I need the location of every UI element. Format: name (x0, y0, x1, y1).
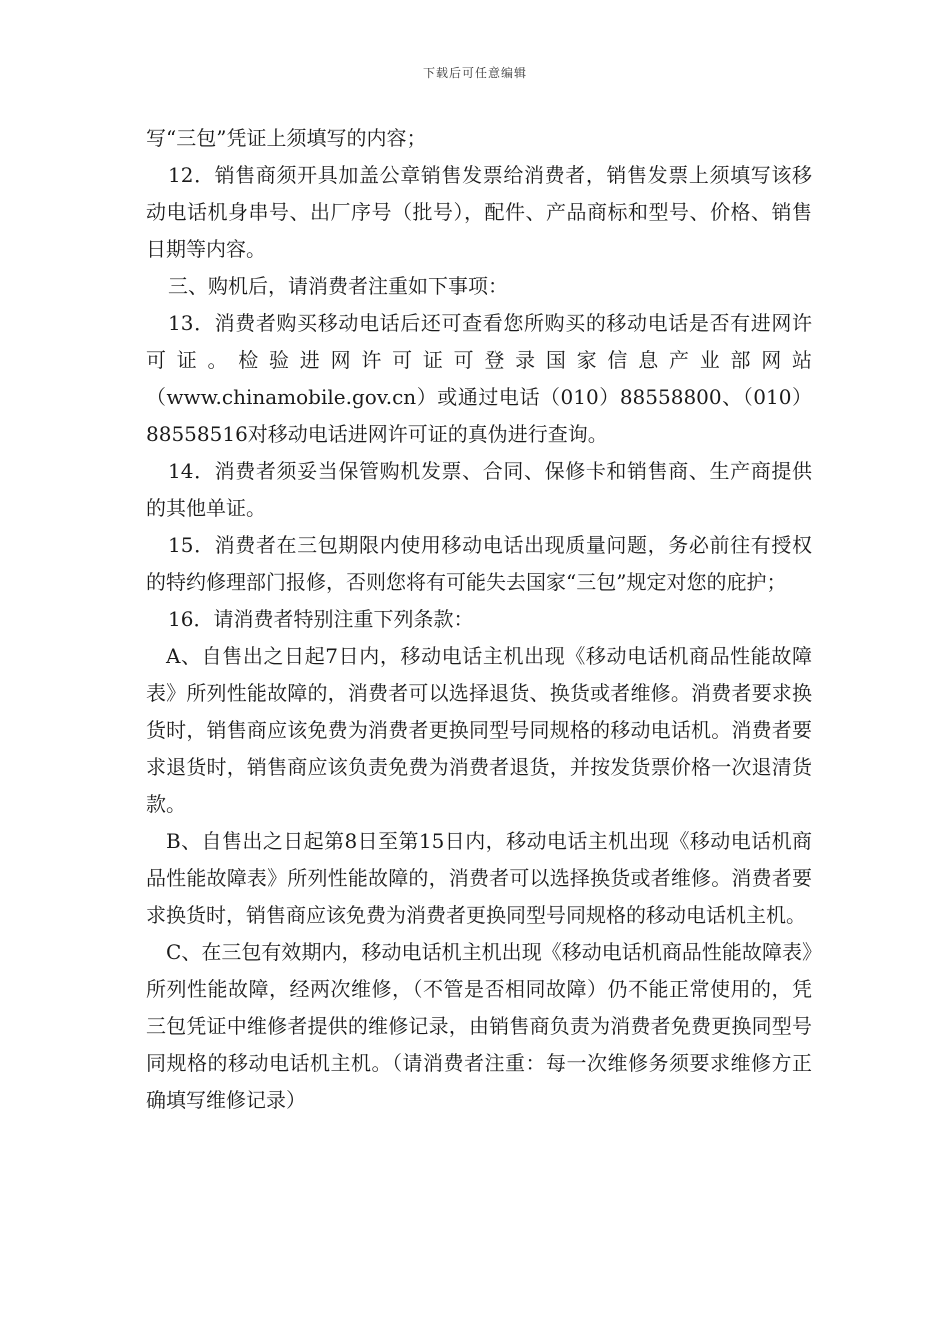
paragraph-8: A、自售出之日起7日内，移动电话主机出现《移动电话机商品性能故障表》所列性能故障的，消费者可以选择退货、换货或者维修。消费者要求换货时，销售商应该免费为消费者更换同型号同规格的移动电话机。消费者要求退货时，销售商应该负责免费为消费者退货，并按发货票价格一次退清货款。 (146, 644, 812, 816)
paragraph-4: 13．消费者购买移动电话后还可查看您所购买的移动电话是否有进网许可证。检验进网许可证可登录国家信息产业部网站（www.chinamobile.gov.cn）或通过电话（010）88558800、（010）88558516对移动电话进网许可证的真伪进行查询。 (146, 311, 812, 446)
paragraph-9: B、自售出之日起第8日至第15日内，移动电话主机出现《移动电话机商品性能故障表》所列性能故障的，消费者可以选择换货或者维修。消费者要求换货时，销售商应该免费为消费者更换同型号同规格的移动电话机主机。 (146, 829, 812, 927)
paragraph-10: C、在三包有效期内，移动电话机主机出现《移动电话机商品性能故障表》所列性能故障，经两次维修，（不管是否相同故障）仍不能正常使用的，凭三包凭证中维修者提供的维修记录，由销售商负责为消费者免费更换同型号同规格的移动电话机主机。（请消费者注重：每一次维修务须要求维修方正确填写维修记录） (146, 940, 812, 1112)
paragraph-2: 12．销售商须开具加盖公章销售发票给消费者，销售发票上须填写该移动电话机身串号、出厂序号（批号），配件、产品商标和型号、价格、销售日期等内容。 (146, 163, 812, 261)
paragraph-5: 14．消费者须妥当保管购机发票、合同、保修卡和销售商、生产商提供的其他单证。 (146, 459, 812, 520)
document-body (146, 120, 812, 1119)
paragraph-1: 写“三包”凭证上须填写的内容； (146, 126, 427, 150)
paragraph-7: 16．请消费者特别注重下列条款： (168, 607, 474, 631)
paragraph-3: 三、购机后，请消费者注重如下事项： (168, 274, 508, 298)
page-header: 下载后可任意编辑 (422, 66, 527, 80)
paragraph-6: 15．消费者在三包期限内使用移动电话出现质量问题，务必前往有授权的特约修理部门报修，否则您将有可能失去国家“三包”规定对您的庇护； (146, 533, 812, 594)
